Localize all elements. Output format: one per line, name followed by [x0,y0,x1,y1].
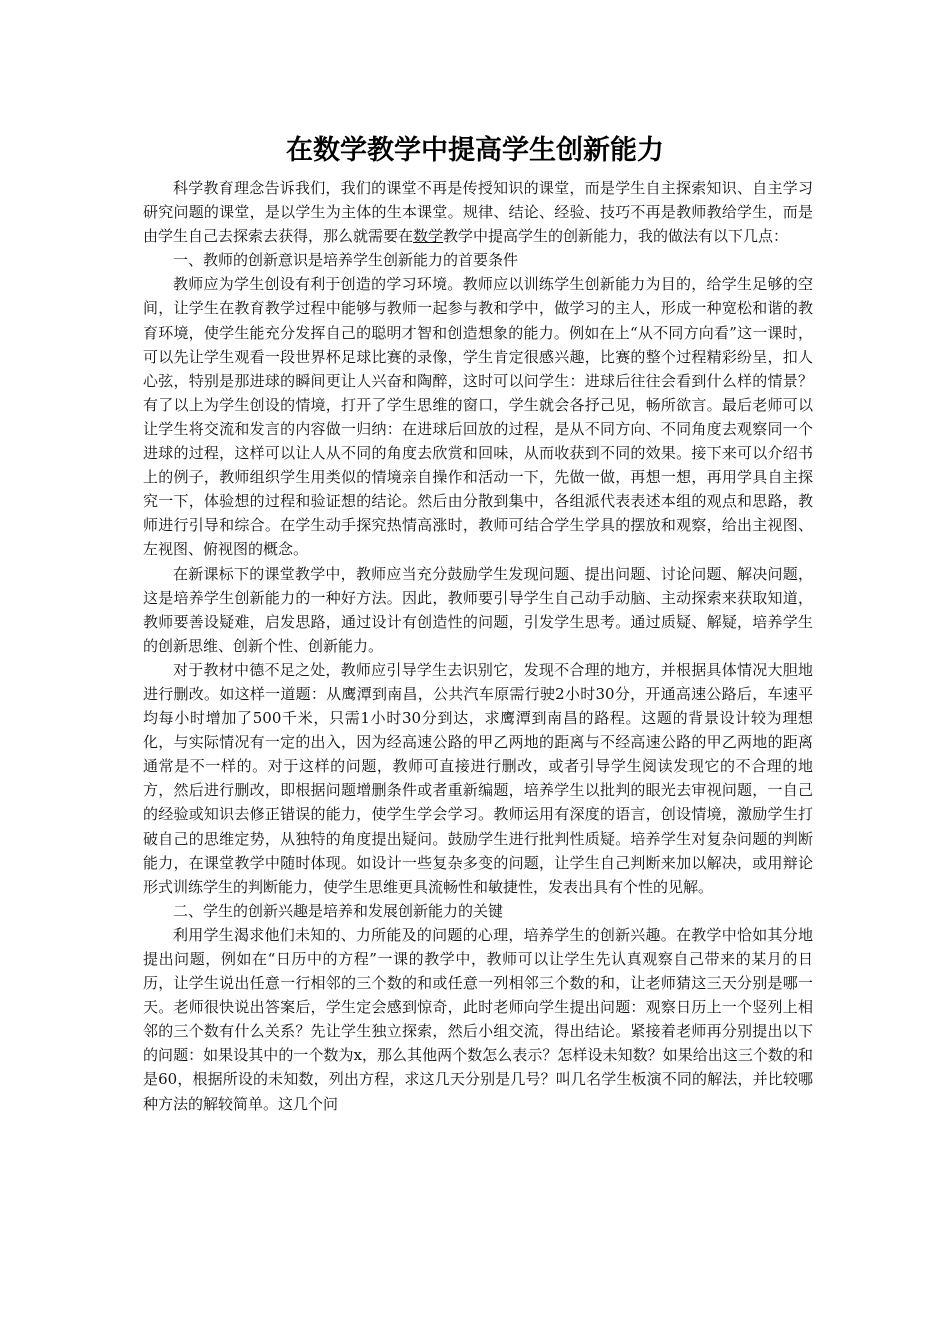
paragraph-textbook-critique: 对于教材中德不足之处，教师应引导学生去识别它，发现不合理的地方，并根据具体情况大胆地进行删改。如这样一道题：从鹰潭到南昌，公共汽车原需行驶2小时30分，开通高速公路后，车速平均每小时增加了500千米，只需1小时30分到达，求鹰潭到南昌的路程。这题的背景设计较为理想化，与实际情况有一定的出入，因为经高速公路的甲乙两地的距离与不经高速公路的甲乙两地的距离通常是不一样的。对于这样的问题，教师可直接进行删改，或者引导学生阅读发现它的不合理的地方，然后进行删改，即根据问题增删条件或者重新编题，培养学生以批判的眼光去审视问题，一自己的经验或知识去修正错误的能力，使学生学会学习。教师运用有深度的语言，创设情境，激励学生打破自己的思维定势，从独特的角度提出疑问。鼓励学生进行批判性质疑。培养学生对复杂问题的判断能力，在课堂教学中随时体现。如设计一些复杂多变的问题，让学生自己判断来加以解决，或用辩论形式训练学生的判断能力，使学生思维更具流畅性和敏捷性，发表出具有个性的见解。 [143,660,813,896]
paragraph-environment: 教师应为学生创设有利于创造的学习环境。教师应以训练学生创新能力为目的，给学生足够的空间，让学生在教育教学过程中能够与教师一起参与教和学中，做学习的主人，形成一种宽松和谐的教育环境，使学生能充分发挥自己的聪明才智和创造想象的能力。例如在上“从不同方向看”这一课时，可以先让学生观看一段世界杯足球比赛的录像，学生肯定很感兴趣，比赛的整个过程精彩纷呈，扣人心弦，特别是那进球的瞬间更让人兴奋和陶醉，这时可以问学生：进球后往往会看到什么样的情景？有了以上为学生创设的情境，打开了学生思维的窗口，学生就会各抒己见，畅所欲言。最后老师可以让学生将交流和发言的内容做一归纳：在进球后回放的过程，是从不同方向、不同角度去观察同一个进球的过程，这样可以让人从不同的角度去欣赏和回味，从而收获到不同的效果。接下来可以介绍书上的例子，教师组织学生用类似的情境亲自操作和活动一下，先做一做，再想一想，再用学具自主探究一下，体验想的过程和验证想的结论。然后由分散到集中，各组派代表表述本组的观点和思路，教师进行引导和综合。在学生动手探究热情高涨时，教师可结合学生学具的摆放和观察，给出主视图、左视图、俯视图的概念。 [143,275,813,559]
document-title: 在数学教学中提高学生创新能力 [286,135,664,166]
math-link[interactable]: 数学 [413,227,444,246]
paragraph-questioning: 在新课标下的课堂教学中，教师应当充分鼓励学生发现问题、提出问题、讨论问题、解决问题，这是培养学生创新能力的一种好方法。因此，教师要引导学生自己动手动脑、主动探索来获取知道，教师要善设疑难，启发思路，通过设计有创造性的问题，引发学生思考。通过质疑、解疑，培养学生的创新思维、创新个性、创新能力。 [143,564,813,655]
paragraph-interest: 利用学生渴求他们未知的、力所能及的问题的心理，培养学生的创新兴趣。在教学中恰如其分地提出问题，例如在“日历中的方程”一课的教学中，教师可以让学生先认真观察自己带来的某月的日历，让学生说出任意一行相邻的三个数的和或任意一列相邻三个数的和，让老师猜这三天分别是哪一天。老师很快说出答案后，学生定会感到惊奇，此时老师向学生提出问题：观察日历上一个竖列上相邻的三个数有什么关系？先让学生独立探索，然后小组交流，得出结论。紧接着老师再分别提出以下的问题：如果设其中的一个数为x，那么其他两个数怎么表示？怎样设未知数？如果给出这三个数的和是60，根据所设的未知数，列出方程，求这几天分别是几号？叫几名学生板演不同的解法，并比较哪种方法的解较简单。这几个问 [143,925,813,1113]
intro-paragraph [143,176,813,248]
section-heading-1: 一、教师的创新意识是培养学生创新能力的首要条件 [173,251,519,270]
intro-text-end: 教学中提高学生的创新能力，我的做法有以下几点： [443,227,789,246]
section-heading-2: 二、学生的创新兴趣是培养和发展创新能力的关键 [173,901,504,920]
intro-text-start: 科学教育理念告诉我们，我们的课堂不再是传授知识的课堂，而是学生自主探索知识、自主学习研究问题的课堂，是以学生为主体的生本课堂。规律、结论、经验、技巧不再是教师教给学生，而是由学生自己去探索去获得，那么就需要在 [143,179,813,246]
document-body [143,176,813,1116]
